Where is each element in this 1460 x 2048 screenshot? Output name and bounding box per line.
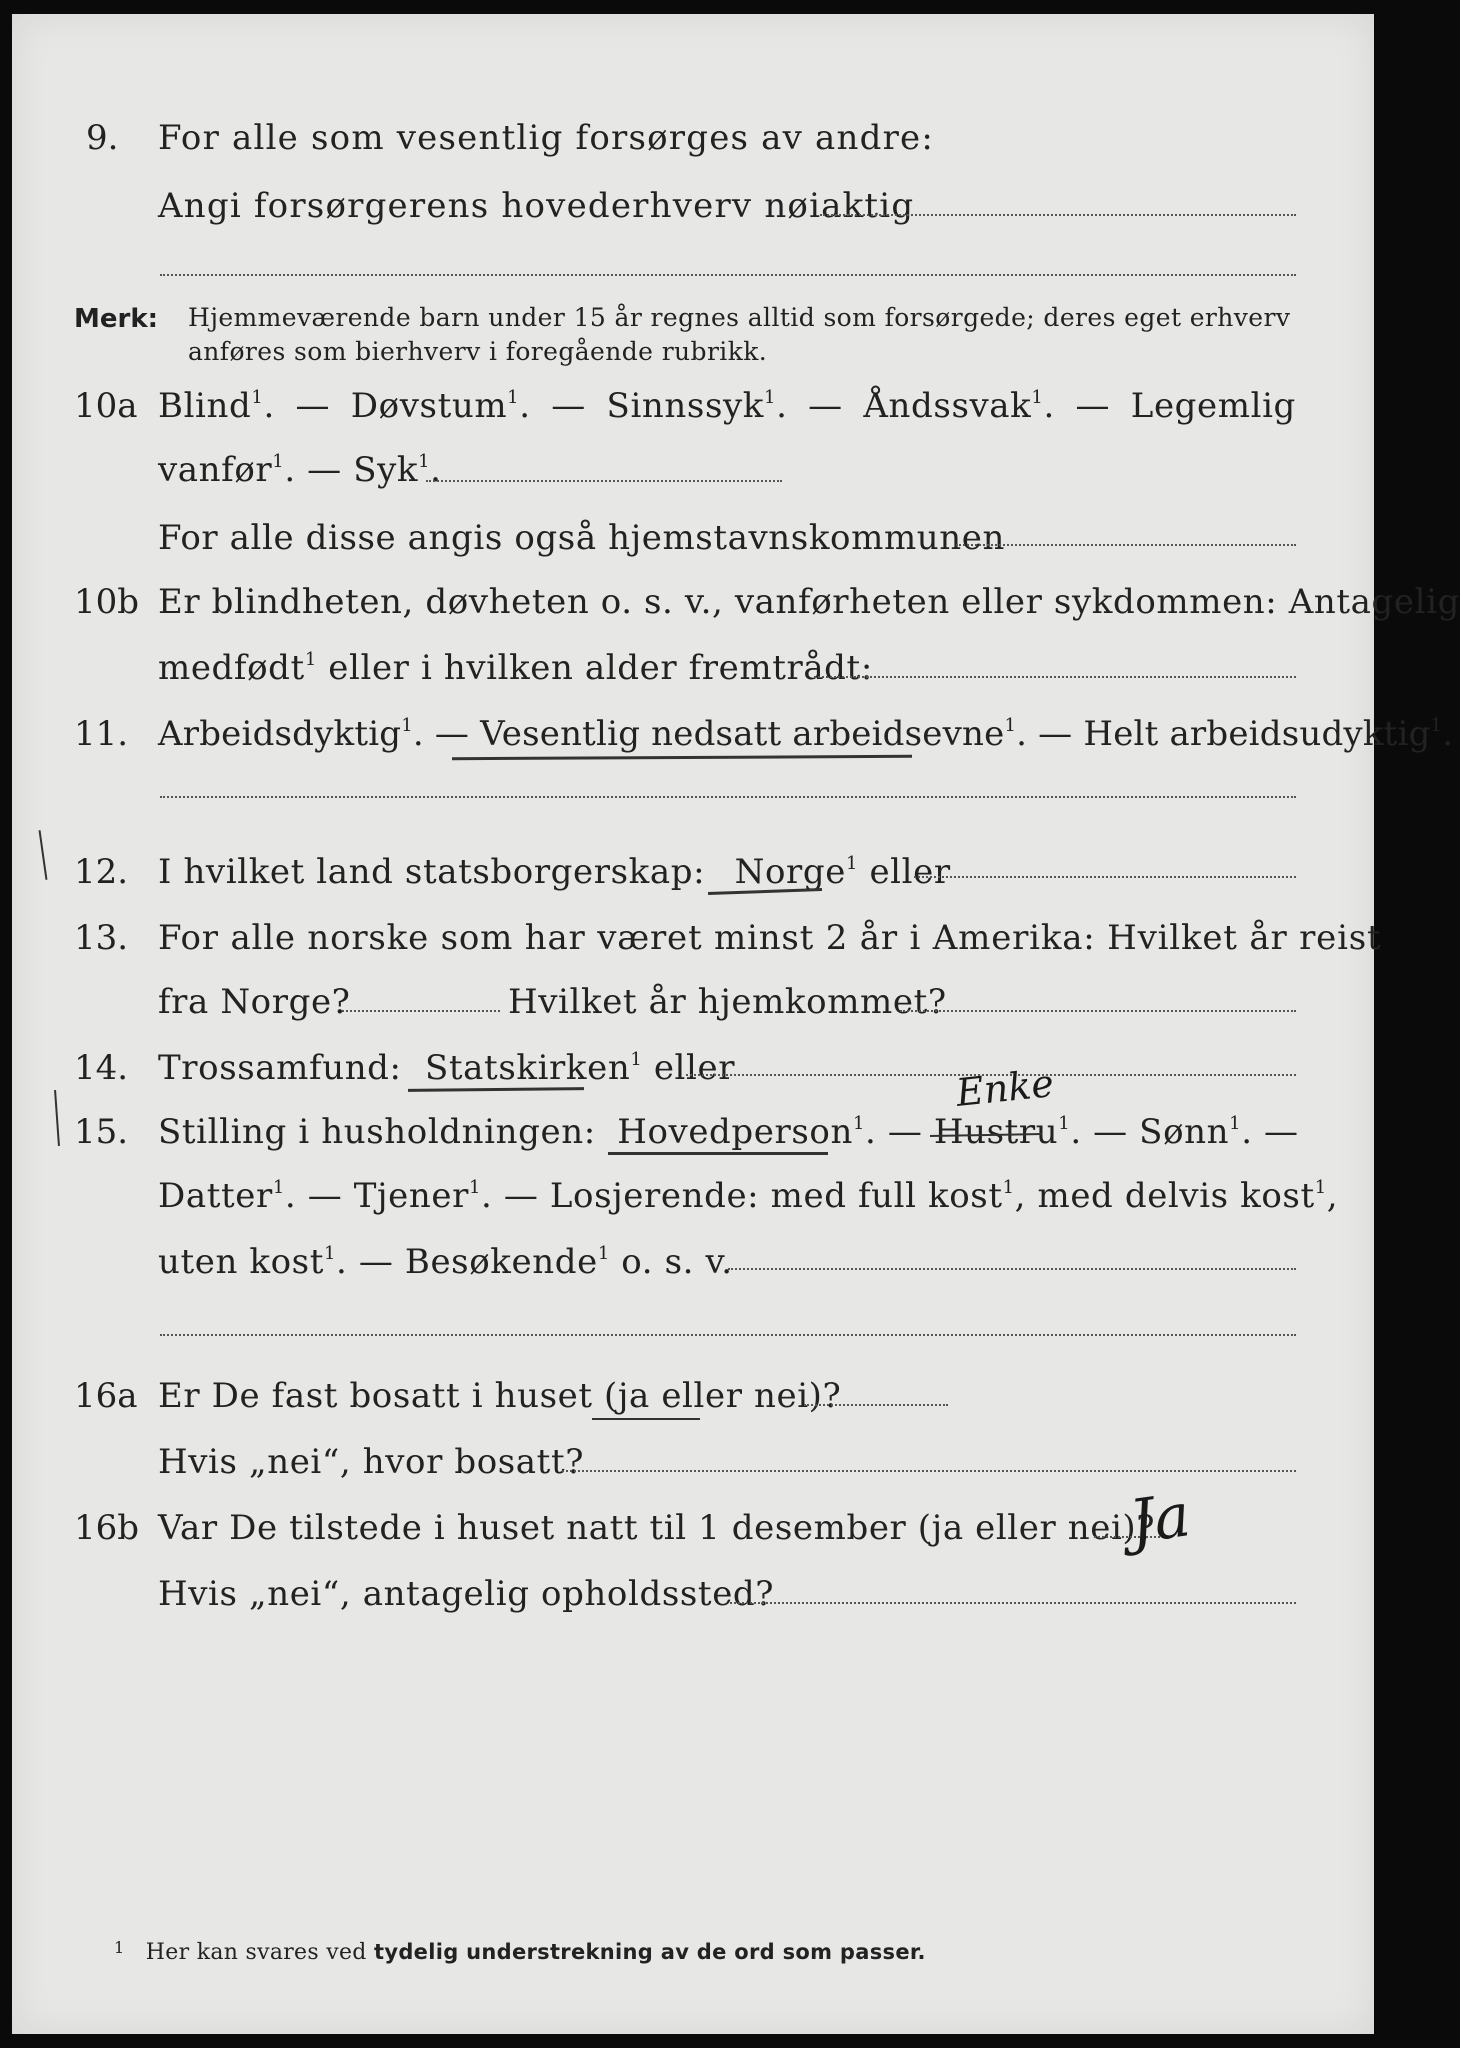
option-datter: Datter	[158, 1176, 273, 1216]
q11-answer-line[interactable]	[160, 796, 1296, 798]
q14-number: 14.	[74, 1048, 129, 1088]
merk-line2: anføres som bierhverv i foregående rubrikk.	[188, 337, 768, 366]
option-vanfor: vanfør	[158, 450, 273, 490]
q16a-answer-line[interactable]	[804, 1404, 948, 1406]
q9-number: 9.	[86, 118, 119, 158]
handwritten-ja: Ja	[1125, 1480, 1195, 1558]
option-norge: Norge	[734, 852, 846, 892]
option-uten-kost: uten kost	[158, 1242, 324, 1282]
merk-line1: Hjemmeværende barn under 15 år regnes alltid som forsørgede; deres eget erhverv	[188, 303, 1291, 332]
q12-line: I hvilket land statsborgerskap: Norge$^1$ eller	[158, 852, 951, 892]
underline-vesentlig-nedsatt	[452, 755, 912, 760]
margin-check-mark-2	[54, 1090, 60, 1146]
underline-hovedperson	[608, 1152, 828, 1155]
footnote-mark: 1	[114, 1938, 125, 1957]
q10a-hjemstavn-line[interactable]	[956, 544, 1296, 546]
q10b-line2: medfødt$^1$ eller i hvilken alder fremtrådt:	[158, 648, 873, 688]
option-besokende: Besøkende	[404, 1242, 598, 1282]
q16b-line2: Hvis „nei“, antagelig opholdssted?	[158, 1574, 775, 1614]
q10b-answer-line[interactable]	[814, 676, 1296, 678]
option-helt-udyktig: Helt arbeidsudyktig	[1083, 714, 1431, 754]
q10a-number: 10a	[74, 386, 138, 426]
q10a-line1: Blind$^1$. — Døvstum$^1$. — Sinnssyk$^1$. — Åndssvak$^1$. — Legemlig	[158, 386, 1296, 426]
merk-label: Merk:	[74, 304, 159, 334]
footnote: $^1$ Her kan svares ved tydelig understrekning av de ord som passer.	[114, 1938, 926, 1965]
option-syk: Syk	[353, 450, 419, 490]
q13-line1: For alle norske som har været minst 2 år i Amerika: Hvilket år reist	[158, 918, 1382, 958]
q16b-number: 16b	[74, 1508, 140, 1548]
q16a-bosatt-line[interactable]	[562, 1470, 1296, 1472]
q15-line3: uten kost$^1$. — Besøkende$^1$ o. s. v.	[158, 1242, 733, 1282]
q13-number: 13.	[74, 918, 129, 958]
q16b-opholdssted-line[interactable]	[730, 1602, 1296, 1604]
option-andssvak: Åndssvak$^1$.	[863, 386, 1055, 426]
option-statskirken: Statskirken	[425, 1048, 631, 1088]
q13-reist-line[interactable]	[342, 1010, 500, 1012]
option-arbeidsdyktig: Arbeidsdyktig	[158, 714, 402, 754]
q10a-line3: For alle disse angis også hjemstavnskommunen	[158, 518, 1005, 558]
q12-answer-line[interactable]	[914, 876, 1296, 878]
handwritten-enke: Enke	[953, 1061, 1056, 1115]
q10a-answer-line[interactable]	[426, 480, 782, 482]
q16a-line2: Hvis „nei“, hvor bosatt?	[158, 1442, 585, 1482]
census-form-page	[12, 14, 1460, 2034]
q9-answer-line-2[interactable]	[160, 274, 1296, 276]
q11-number: 11.	[74, 714, 129, 754]
q15-answer-line-2[interactable]	[160, 1334, 1296, 1336]
option-hustru: Hustru	[933, 1112, 1059, 1152]
option-delvis-kost: med delvis kost	[1037, 1176, 1315, 1216]
option-legemlig: Legemlig	[1130, 386, 1296, 426]
option-full-kost: med full kost	[770, 1176, 1003, 1216]
q9-answer-line[interactable]	[820, 214, 1296, 216]
q13-hjemkommet-line[interactable]	[900, 1010, 1296, 1012]
q13-line2a: fra Norge?	[158, 982, 351, 1022]
option-vesentlig-nedsatt: Vesentlig nedsatt arbeidsevne	[480, 714, 1005, 754]
q9-line2: Angi forsørgerens hovederhverv nøiaktig	[158, 186, 915, 226]
q10b-number: 10b	[74, 582, 140, 622]
q16a-number: 16a	[74, 1376, 138, 1416]
margin-check-mark	[39, 830, 48, 880]
q11-line: Arbeidsdyktig$^1$. — Vesentlig nedsatt arbeidsevne$^1$. — Helt arbeidsudyktig$^1$.	[158, 714, 1454, 754]
q9-line1: For alle som vesentlig forsørges av andre:	[158, 118, 935, 158]
option-blind: Blind$^1$.	[158, 386, 275, 426]
q15-line1: Stilling i husholdningen: Hovedperson$^1$. — Hustru$^1$. — Sønn$^1$. —	[158, 1112, 1299, 1152]
q10b-line1: Er blindheten, døvheten o. s. v., vanførheten eller sykdommen: Antagelig	[158, 582, 1460, 622]
option-sinnssyk: Sinnssyk$^1$.	[606, 386, 788, 426]
q15-line2: Datter$^1$. — Tjener$^1$. — Losjerende: med full kost$^1$, med delvis kost$^1$,	[158, 1176, 1339, 1216]
q13-line2b: Hvilket år hjemkommet?	[508, 982, 947, 1022]
option-sonn: Sønn	[1139, 1112, 1230, 1152]
q15-number: 15.	[74, 1112, 129, 1152]
underline-statskirken	[408, 1087, 584, 1092]
q12-number: 12.	[74, 852, 129, 892]
underline-ja-eller	[592, 1418, 700, 1420]
option-hovedperson: Hovedperson	[617, 1112, 853, 1152]
q16a-line1: Er De fast bosatt i huset (ja eller nei)?	[158, 1376, 842, 1416]
q14-line: Trossamfund: Statskirken$^1$ eller	[158, 1048, 736, 1088]
option-dovstum: Døvstum$^1$.	[350, 386, 531, 426]
q15-answer-line[interactable]	[728, 1268, 1296, 1270]
q10a-line2: vanfør$^1$. — Syk$^1$.	[158, 450, 442, 490]
q16b-line1: Var De tilstede i huset natt til 1 desember (ja eller nei)?	[158, 1508, 1156, 1548]
option-tjener: Tjener	[353, 1176, 469, 1216]
